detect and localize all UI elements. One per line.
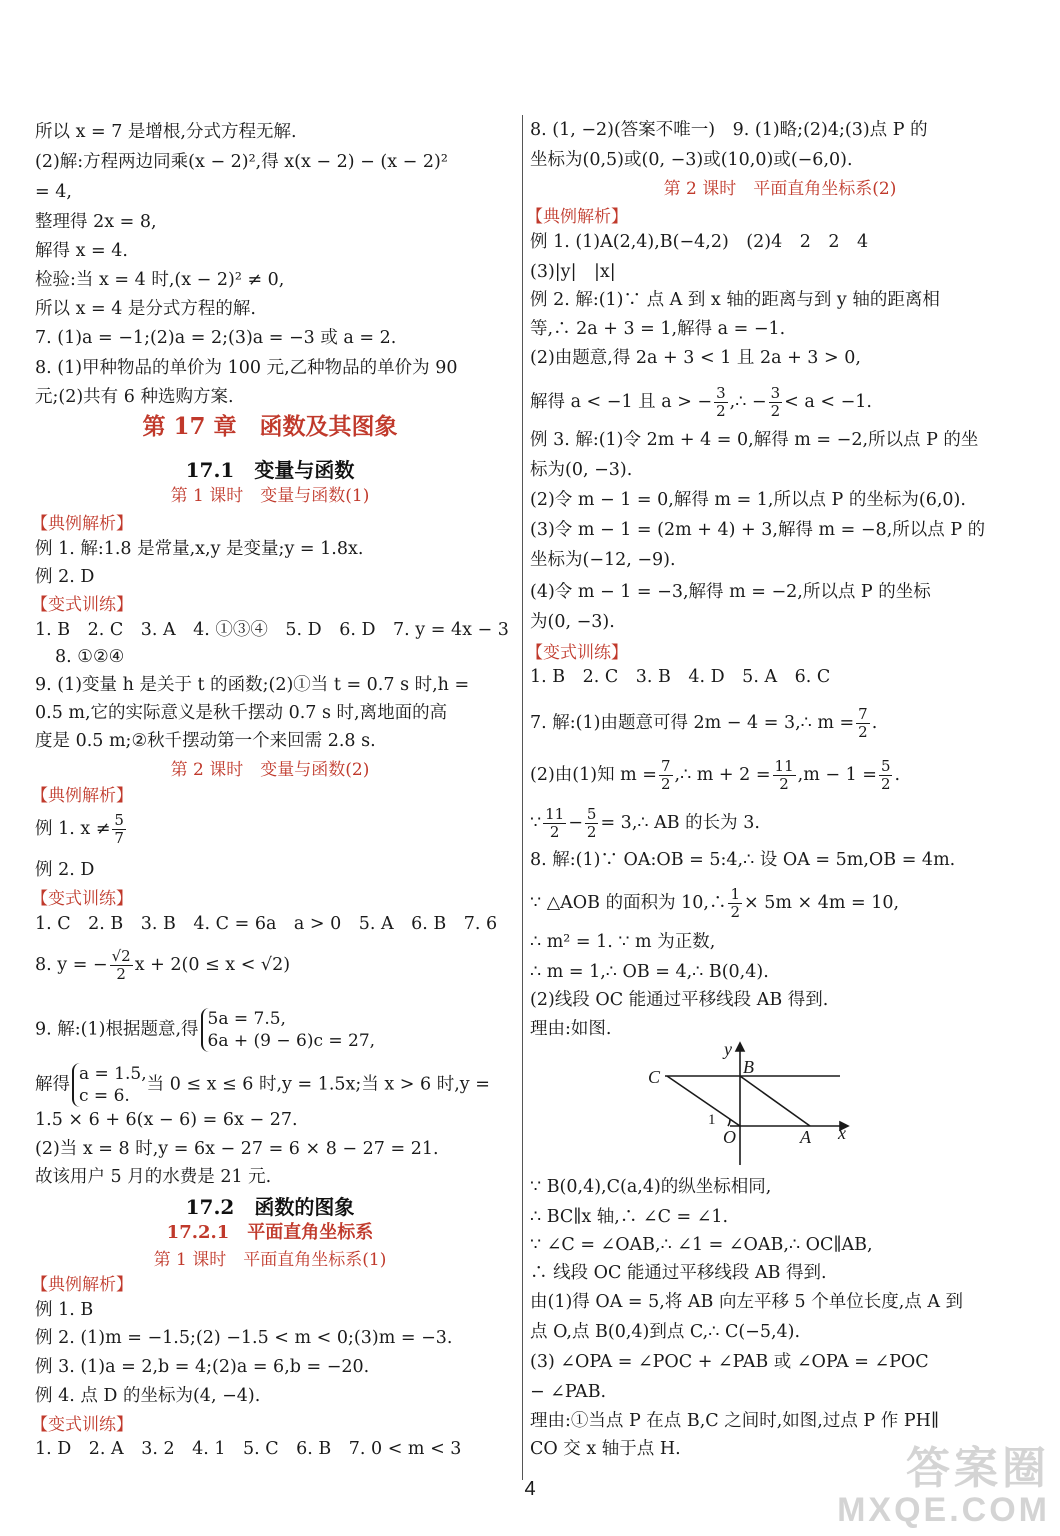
text-line: 整理得 2x = 8,: [35, 212, 157, 232]
text-line: 解得 x = 4.: [35, 241, 128, 261]
text-line: ∵ B(0,4),C(a,4)的纵坐标相同,: [530, 1177, 772, 1197]
text-line: 元;(2)共有 6 种选购方案.: [35, 387, 234, 407]
text-line: 为(0, −3).: [530, 612, 615, 632]
text-line: 故该用户 5 月的水费是 21 元.: [35, 1167, 272, 1187]
text-line: ∵ ∠C = ∠OAB,∴ ∠1 = ∠OAB,∴ OC∥AB,: [530, 1235, 873, 1255]
text-line: 等,∴ 2a + 3 = 1,解得 a = −1.: [530, 319, 786, 339]
text-line: 例 3. (1)a = 2,b = 4;(2)a = 6,b = −20.: [35, 1357, 370, 1377]
text-line: 例 1. B: [35, 1300, 94, 1320]
text-line: 例 2. D: [35, 567, 95, 587]
label-angle-1: 1: [708, 1112, 716, 1128]
text-line: 9. 解:(1)根据题意,得 5a = 7.5, 6a + (9 − 6)c = 27,: [35, 1009, 376, 1051]
text-line: 点 O,点 B(0,4)到点 C,∴ C(−5,4).: [530, 1322, 801, 1342]
fraction: $\frac{5}{2}$: [880, 757, 891, 793]
text-line: 例 4. 点 D 的坐标为(4, −4).: [35, 1386, 261, 1406]
section-tag: 【变式训练】: [31, 595, 133, 615]
text-line: 例 2. (1)m = −1.5;(2) −1.5 < m < 0;(3)m = −3.: [35, 1328, 453, 1348]
text-line: 8. ①②④: [55, 647, 125, 667]
column-divider: [522, 115, 523, 1480]
text-line: 理由:如图.: [530, 1019, 612, 1039]
section-tag: 【典例解析】: [31, 514, 133, 534]
text-line: (2)当 x = 8 时,y = 6x − 27 = 6 × 8 − 27 = 21.: [35, 1139, 439, 1159]
label-b: B: [743, 1057, 754, 1077]
text-line: (3)|y| |x|: [530, 262, 616, 282]
text-line: (4)令 m − 1 = −3,解得 m = −2,所以点 P 的坐标: [530, 582, 931, 602]
text-line: 8. 解:(1)∵ OA:OB = 5:4,∴ 设 OA = 5m,OB = 4m.: [530, 850, 956, 870]
text-line: − ∠PAB.: [530, 1382, 607, 1402]
text-line: ∴ m² = 1. ∵ m 为正数,: [530, 932, 716, 952]
fraction: $\frac{11}{2}$: [545, 805, 565, 841]
text-line: 0.5 m,它的实际意义是秋千摆动 0.7 s 时,离地面的高: [35, 703, 448, 723]
y-axis-arrow: [736, 1043, 744, 1051]
label-x: x: [838, 1123, 846, 1143]
text-line: (3) ∠OPA = ∠POC + ∠PAB 或 ∠OPA = ∠POC: [530, 1352, 929, 1372]
text-line: (2)令 m − 1 = 0,解得 m = 1,所以点 P 的坐标为(6,0).: [530, 490, 966, 510]
section-tag: 【变式训练】: [31, 1415, 133, 1435]
section-tag: 【典例解析】: [31, 1275, 133, 1295]
text-line: 由(1)得 OA = 5,将 AB 向左平移 5 个单位长度,点 A 到: [530, 1292, 964, 1312]
section-tag: 【典例解析】: [31, 786, 133, 806]
fraction: $\frac{3}{2}$: [770, 384, 781, 420]
text-line: 9. (1)变量 h 是关于 t 的函数;(2)①当 t = 0.7 s 时,h =: [35, 675, 470, 695]
text-line: 1. B 2. C 3. A 4. ①③④ 5. D 6. D 7. y = 4x − 3: [35, 620, 509, 640]
coordinate-figure: [640, 1035, 900, 1170]
text-line: 理由:①当点 P 在点 B,C 之间时,如图,过点 P 作 PH∥: [530, 1411, 939, 1431]
text-line: 所以 x = 7 是增根,分式方程无解.: [35, 122, 297, 142]
label-c: C: [648, 1067, 661, 1087]
chapter-title: 第 17 章 函数及其图象: [142, 413, 398, 440]
text-line: 例 1. (1)A(2,4),B(−4,2) (2)4 2 2 4: [530, 232, 869, 252]
lesson-title: 第 2 课时 平面直角坐标系(2): [663, 179, 897, 199]
text-line: 例 1. x ≠ $\frac{5}{7}$: [35, 811, 124, 847]
text-line: (2)解:方程两边同乘(x − 2)²,得 x(x − 2) − (x − 2)²: [35, 152, 448, 172]
segment-ab: [740, 1076, 810, 1126]
text-line: ∵ △AOB 的面积为 10,∴ $\frac{1}{2}$ × 5m × 4m = 10,: [530, 885, 900, 921]
label-y: y: [724, 1039, 732, 1059]
lesson-title: 第 2 课时 变量与函数(2): [170, 760, 370, 780]
section-tag: 【变式训练】: [31, 889, 133, 909]
lesson-title: 第 1 课时 变量与函数(1): [170, 486, 370, 506]
text-line: 1. D 2. A 3. 2 4. 1 5. C 6. B 7. 0 < m < 3: [35, 1439, 462, 1459]
text-line: 1. C 2. B 3. B 4. C = 6a a > 0 5. A 6. B 7. 6: [35, 914, 498, 934]
fraction: $\frac{7}{2}$: [858, 705, 868, 741]
text-line: CO 交 x 轴于点 H.: [530, 1439, 681, 1459]
text-line: 1.5 × 6 + 6(x − 6) = 6x − 27.: [35, 1110, 298, 1130]
text-line: 度是 0.5 m;②秋千摆动第一个来回需 2.8 s.: [35, 731, 376, 751]
text-line: ∴ 线段 OC 能通过平移线段 AB 得到.: [530, 1263, 827, 1283]
text-line: 解得 a < −1 且 a > − $\frac{3}{2}$ ,∴ − $\frac{3}{2}$ < a < −1.: [530, 384, 872, 420]
fraction: $\frac{7}{2}$: [660, 757, 671, 793]
lesson-title: 第 1 课时 平面直角坐标系(1): [153, 1250, 387, 1270]
text-line: (2)线段 OC 能通过平移线段 AB 得到.: [530, 990, 829, 1010]
fraction: $\frac{1}{2}$: [730, 885, 741, 921]
text-line: 解得 a = 1.5, c = 6. 当 0 ≤ x ≤ 6 时,y = 1.5x;当 x > 6 时,y =: [35, 1064, 490, 1106]
text-line: 8. (1)甲种物品的单价为 100 元,乙种物品的单价为 90: [35, 358, 458, 378]
label-o: O: [723, 1127, 736, 1147]
text-line: 例 2. D: [35, 860, 95, 880]
text-line: 坐标为(−12, −9).: [530, 550, 676, 570]
text-line: 坐标为(0,5)或(0, −3)或(10,0)或(−6,0).: [530, 150, 853, 170]
section-tag: 【变式训练】: [526, 643, 628, 663]
text-line: 7. (1)a = −1;(2)a = 2;(3)a = −3 或 a = 2.: [35, 328, 397, 348]
equation-system: a = 1.5, c = 6.: [72, 1063, 147, 1107]
text-line: (2)由题意,得 2a + 3 < 1 且 2a + 3 > 0,: [530, 348, 861, 368]
page-number: 4: [524, 1478, 536, 1500]
equation-system: 5a = 7.5, 6a + (9 − 6)c = 27,: [201, 1008, 376, 1052]
fraction: $\frac{5}{2}$: [586, 805, 597, 841]
section-title: 17.2 函数的图象: [185, 1195, 355, 1219]
text-line: 8. y = − $\frac{√2}{2}$ x + 2(0 ≤ x < √2): [35, 947, 291, 983]
text-line: ∵ $\frac{11}{2}$ − $\frac{5}{2}$ = 3,∴ AB 的长为 3.: [530, 805, 760, 841]
text-line: 所以 x = 4 是分式方程的解.: [35, 299, 256, 319]
watermark: 答案圈 MXQE.COM: [837, 1444, 1050, 1529]
fraction: $\frac{3}{2}$: [716, 384, 726, 420]
text-line: (3)令 m − 1 = (2m + 4) + 3,解得 m = −8,所以点 P 的: [530, 520, 986, 540]
text-line: 例 3. 解:(1)令 2m + 4 = 0,解得 m = −2,所以点 P 的坐: [530, 430, 979, 450]
text-line: 7. 解:(1)由题意可得 2m − 4 = 3,∴ m = $\frac{7}{2}$ .: [530, 705, 878, 741]
text-line: ∴ m = 1,∴ OB = 4,∴ B(0,4).: [530, 962, 769, 982]
text-line: = 4,: [35, 182, 72, 202]
label-a: A: [800, 1127, 811, 1147]
text-line: 例 2. 解:(1)∵ 点 A 到 x 轴的距离与到 y 轴的距离相: [530, 290, 940, 310]
section-title: 17.1 变量与函数: [185, 458, 355, 482]
text-line: 例 1. 解:1.8 是常量,x,y 是变量;y = 1.8x.: [35, 539, 364, 559]
angle-1-arc: [728, 1119, 730, 1126]
text-line: 标为(0, −3).: [530, 460, 633, 480]
segment-oc: [667, 1076, 740, 1126]
fraction: $\frac{5}{7}$: [114, 811, 124, 847]
text-line: ∴ BC∥x 轴,∴ ∠C = ∠1.: [530, 1207, 729, 1227]
text-line: 8. (1, −2)(答案不唯一) 9. (1)略;(2)4;(3)点 P 的: [530, 120, 928, 140]
text-line: (2)由(1)知 m = $\frac{7}{2}$ ,∴ m + 2 = $\frac{11}{2}$ ,m − 1 = $\frac{5}{2}$ .: [530, 757, 901, 793]
subsection-title: 17.2.1 平面直角坐标系: [166, 1222, 374, 1243]
text-line: 检验:当 x = 4 时,(x − 2)² ≠ 0,: [35, 270, 285, 290]
fraction: $\frac{√2}{2}$: [111, 947, 131, 983]
fraction: $\frac{11}{2}$: [774, 757, 794, 793]
section-tag: 【典例解析】: [526, 207, 628, 227]
text-line: 1. B 2. C 3. B 4. D 5. A 6. C: [530, 667, 831, 687]
